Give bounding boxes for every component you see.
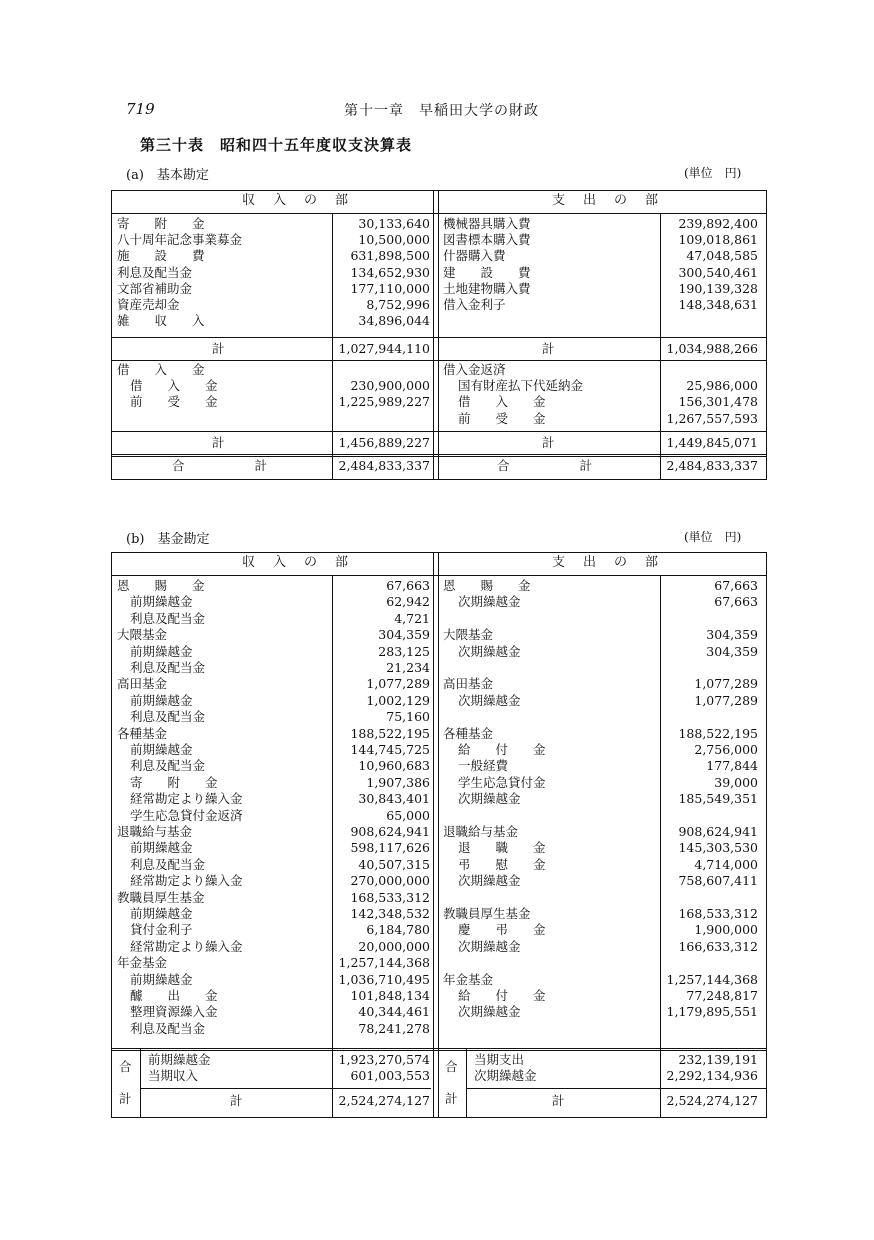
income-fund-value: 101,848,134 xyxy=(350,988,430,1003)
rule-line xyxy=(112,454,766,457)
income-borrow-value: 1,225,989,227 xyxy=(338,394,430,410)
expense-item-value: 109,018,861 xyxy=(678,232,758,248)
income-fund-label: 前期繰越金 xyxy=(130,692,193,708)
expense-fund-value: 1,077,289 xyxy=(694,692,758,708)
expense-fund-value: 67,663 xyxy=(714,594,758,610)
income-fund-value: 6,184,780 xyxy=(366,922,430,938)
income-fund-value: 1,257,144,368 xyxy=(338,955,430,971)
income-item-label: 八十周年記念事業募金 xyxy=(117,232,243,248)
income-item-label: 雑 収 入 xyxy=(117,313,205,329)
expense-fund-label: 給 付 金 xyxy=(458,742,546,757)
expense-item-value: 148,348,631 xyxy=(678,297,758,312)
expense-fund-label: 次期繰越金 xyxy=(458,594,521,610)
income-fund-value: 75,160 xyxy=(386,709,430,725)
expense-fund-value: 304,359 xyxy=(706,643,758,659)
expense-fund-value: 39,000 xyxy=(714,774,758,790)
column-line xyxy=(466,1048,467,1117)
expense-fund-label: 大隈基金 xyxy=(443,627,494,643)
expense-borrow-subtotal: 1,449,845,071 xyxy=(666,435,758,450)
expense-borrow-value: 25,986,000 xyxy=(686,378,758,394)
expense-summary-value: 2,292,134,936 xyxy=(666,1068,758,1083)
expense-fund-label: 次期繰越金 xyxy=(458,643,521,659)
expense-total: 2,484,833,337 xyxy=(666,458,758,473)
expense-fund-label: 恩 賜 金 xyxy=(443,578,531,593)
income-total: 2,524,274,127 xyxy=(338,1093,430,1108)
column-line xyxy=(433,553,434,1117)
income-fund-value: 188,522,195 xyxy=(350,725,430,741)
income-subtotal: 1,027,944,110 xyxy=(338,341,430,356)
income-summary-value: 1,923,270,574 xyxy=(338,1052,430,1067)
subtotal-label: 計 xyxy=(212,435,225,450)
expense-fund-label: 次期繰越金 xyxy=(458,692,521,708)
income-fund-label: 利息及配当金 xyxy=(130,1020,206,1036)
income-fund-value: 1,907,386 xyxy=(366,774,430,790)
column-line xyxy=(433,191,434,479)
income-fund-label: 利息及配当金 xyxy=(130,758,206,774)
income-item-value: 177,110,000 xyxy=(350,280,430,296)
total-label: 計 xyxy=(552,1093,565,1108)
income-item-label: 寄 附 金 xyxy=(117,216,205,231)
expense-fund-label: 慶 弔 金 xyxy=(458,922,546,938)
total-label: 計 xyxy=(230,1093,243,1108)
expense-summary-value: 232,139,191 xyxy=(678,1052,758,1067)
goukei-char: 合 xyxy=(445,1059,458,1074)
expense-item-value: 47,048,585 xyxy=(686,248,758,264)
expense-borrow-label: 借入金返済 xyxy=(443,362,506,377)
income-fund-label: 学生応急貸付金返済 xyxy=(130,807,243,823)
expense-item-label: 機械器具購入費 xyxy=(443,216,531,231)
fund-account-table xyxy=(111,552,767,1118)
income-summary-label: 当期収入 xyxy=(148,1068,199,1083)
rule-line xyxy=(140,1088,431,1089)
income-fund-label: 利息及配当金 xyxy=(130,709,206,725)
subtotal-label: 計 xyxy=(542,435,555,450)
expense-fund-value: 67,663 xyxy=(714,578,758,593)
income-fund-label: 利息及配当金 xyxy=(130,856,206,872)
income-borrow-label: 借 入 金 xyxy=(130,378,218,394)
subtotal-label: 計 xyxy=(542,341,555,356)
income-fund-label: 経常勘定より繰入金 xyxy=(130,791,243,807)
total-label: 合計 xyxy=(172,458,338,473)
income-fund-value: 304,359 xyxy=(378,627,430,643)
income-fund-value: 21,234 xyxy=(386,660,430,675)
expense-fund-label: 教職員厚生基金 xyxy=(443,906,531,921)
income-item-label: 文部省補助金 xyxy=(117,280,193,296)
expense-item-value: 190,139,328 xyxy=(678,280,758,296)
expense-fund-value: 1,077,289 xyxy=(694,676,758,692)
section-b-unit: (単位 円) xyxy=(684,530,742,544)
income-fund-value: 67,663 xyxy=(386,578,430,593)
expense-subtotal: 1,034,988,266 xyxy=(666,341,758,356)
income-fund-label: 利息及配当金 xyxy=(130,660,206,675)
income-fund-label: 前期繰越金 xyxy=(130,840,193,856)
rule-line xyxy=(112,1048,766,1051)
income-fund-value: 65,000 xyxy=(386,807,430,823)
income-fund-label: 高田基金 xyxy=(117,676,168,692)
expense-fund-value: 4,714,000 xyxy=(694,856,758,872)
income-fund-label: 前期繰越金 xyxy=(130,742,193,757)
income-borrow-label: 前 受 金 xyxy=(130,394,218,410)
expense-summary-label: 次期繰越金 xyxy=(474,1068,537,1083)
income-fund-value: 40,507,315 xyxy=(358,856,430,872)
expense-item-label: 土地建物購入費 xyxy=(443,280,531,296)
income-fund-value: 62,942 xyxy=(386,594,430,610)
expense-fund-value: 145,303,530 xyxy=(678,840,758,856)
income-item-label: 利息及配当金 xyxy=(117,264,193,280)
income-fund-value: 142,348,532 xyxy=(350,906,430,921)
chapter-title: 第十一章 早稲田大学の財政 xyxy=(344,103,539,119)
expense-fund-label: 退職給与基金 xyxy=(443,824,519,839)
basic-account-table xyxy=(111,190,767,480)
rule-line xyxy=(112,213,766,214)
expense-fund-value: 908,624,941 xyxy=(678,824,758,839)
expense-fund-label: 次期繰越金 xyxy=(458,873,521,889)
income-fund-label: 整理資源繰入金 xyxy=(130,1004,218,1020)
income-fund-value: 40,344,461 xyxy=(358,1004,430,1020)
expense-item-label: 借入金利子 xyxy=(443,297,506,312)
subtotal-label: 計 xyxy=(212,341,225,356)
rule-line xyxy=(112,431,766,432)
income-header: 収入の部 xyxy=(242,193,367,208)
income-fund-label: 大隈基金 xyxy=(117,627,168,643)
column-line xyxy=(438,191,439,479)
income-fund-value: 1,002,129 xyxy=(366,692,430,708)
income-item-value: 34,896,044 xyxy=(358,313,430,329)
section-b-label: (b) 基金勘定 xyxy=(126,532,210,547)
rule-line xyxy=(112,360,766,361)
income-item-value: 30,133,640 xyxy=(358,216,430,231)
income-fund-value: 78,241,278 xyxy=(358,1020,430,1036)
column-line xyxy=(140,1048,141,1117)
income-fund-label: 醵 出 金 xyxy=(130,988,218,1003)
expense-borrow-value: 156,301,478 xyxy=(678,394,758,410)
expense-fund-label: 給 付 金 xyxy=(458,988,546,1003)
rule-line xyxy=(112,337,766,338)
expense-borrow-label: 借 入 金 xyxy=(458,394,546,410)
expense-fund-value: 2,756,000 xyxy=(694,742,758,757)
income-fund-value: 20,000,000 xyxy=(358,938,430,954)
expense-borrow-label: 前 受 金 xyxy=(458,410,546,426)
rule-line xyxy=(466,1088,766,1089)
expense-fund-value: 1,179,895,551 xyxy=(666,1004,758,1020)
expense-fund-label: 次期繰越金 xyxy=(458,791,521,807)
expense-item-label: 建 設 費 xyxy=(443,264,531,280)
income-fund-value: 908,624,941 xyxy=(350,824,430,839)
expense-borrow-value: 1,267,557,593 xyxy=(666,410,758,426)
expense-fund-value: 1,900,000 xyxy=(694,922,758,938)
income-item-value: 631,898,500 xyxy=(350,248,430,264)
income-item-label: 資産売却金 xyxy=(117,297,180,312)
column-line xyxy=(438,553,439,1117)
income-item-label: 施 設 費 xyxy=(117,248,205,264)
income-fund-value: 10,960,683 xyxy=(358,758,430,774)
expense-header: 支出の部 xyxy=(552,193,677,208)
expense-item-label: 図書標本購入費 xyxy=(443,232,531,248)
income-total: 2,484,833,337 xyxy=(338,458,430,473)
expense-fund-label: 次期繰越金 xyxy=(458,1004,521,1020)
income-fund-label: 寄 附 金 xyxy=(130,774,218,790)
section-a-label: (a) 基本勘定 xyxy=(126,168,209,183)
expense-fund-value: 77,248,817 xyxy=(686,988,758,1003)
income-borrow-subtotal: 1,456,889,227 xyxy=(338,435,430,450)
expense-fund-value: 177,844 xyxy=(706,758,758,774)
income-summary-value: 601,003,553 xyxy=(350,1068,430,1083)
expense-fund-value: 168,533,312 xyxy=(678,906,758,921)
income-fund-value: 30,843,401 xyxy=(358,791,430,807)
expense-header: 支出の部 xyxy=(552,555,677,570)
goukei-char: 計 xyxy=(445,1091,458,1106)
income-fund-value: 144,745,725 xyxy=(350,742,430,757)
expense-fund-label: 一般経費 xyxy=(458,758,509,774)
expense-item-label: 什器購入費 xyxy=(443,248,506,264)
income-borrow-label: 借 入 金 xyxy=(117,362,205,377)
income-fund-label: 年金基金 xyxy=(117,955,168,971)
income-fund-label: 恩 賜 金 xyxy=(117,578,205,593)
income-fund-label: 経常勘定より繰入金 xyxy=(130,873,243,889)
expense-item-value: 300,540,461 xyxy=(678,264,758,280)
income-fund-value: 270,000,000 xyxy=(350,873,430,889)
income-summary-label: 前期繰越金 xyxy=(148,1052,211,1067)
expense-fund-label: 弔 慰 金 xyxy=(458,856,546,872)
income-fund-value: 598,117,626 xyxy=(350,840,430,856)
expense-fund-label: 年金基金 xyxy=(443,971,494,987)
income-fund-label: 前期繰越金 xyxy=(130,594,193,610)
expense-fund-label: 退 職 金 xyxy=(458,840,546,856)
income-header: 収入の部 xyxy=(242,555,367,570)
income-fund-value: 283,125 xyxy=(378,643,430,659)
income-fund-label: 各種基金 xyxy=(117,725,168,741)
income-fund-value: 4,721 xyxy=(394,610,430,626)
rule-line xyxy=(112,575,766,576)
expense-summary-label: 当期支出 xyxy=(474,1052,525,1067)
expense-fund-value: 304,359 xyxy=(706,627,758,643)
income-borrow-value: 230,900,000 xyxy=(350,378,430,394)
expense-total: 2,524,274,127 xyxy=(666,1093,758,1108)
income-fund-label: 退職給与基金 xyxy=(117,824,193,839)
income-fund-label: 前期繰越金 xyxy=(130,906,193,921)
expense-item-value: 239,892,400 xyxy=(678,216,758,231)
expense-fund-label: 高田基金 xyxy=(443,676,494,692)
goukei-char: 合 xyxy=(119,1059,132,1074)
income-item-value: 8,752,996 xyxy=(366,297,430,312)
expense-fund-label: 学生応急貸付金 xyxy=(458,774,546,790)
page-number: 719 xyxy=(126,100,155,118)
section-a-unit: (単位 円) xyxy=(684,166,742,180)
income-fund-label: 前期繰越金 xyxy=(130,643,193,659)
expense-fund-label: 各種基金 xyxy=(443,725,494,741)
expense-fund-value: 758,607,411 xyxy=(678,873,758,889)
income-fund-value: 168,533,312 xyxy=(350,889,430,905)
expense-fund-label: 次期繰越金 xyxy=(458,938,521,954)
income-item-value: 134,652,930 xyxy=(350,264,430,280)
expense-fund-value: 166,633,312 xyxy=(678,938,758,954)
total-label: 合計 xyxy=(497,458,663,473)
income-fund-label: 教職員厚生基金 xyxy=(117,889,205,905)
table-title: 第三十表 昭和四十五年度収支決算表 xyxy=(140,136,413,154)
expense-fund-value: 188,522,195 xyxy=(678,725,758,741)
expense-fund-value: 1,257,144,368 xyxy=(666,971,758,987)
income-fund-label: 貸付金利子 xyxy=(130,922,193,938)
goukei-char: 計 xyxy=(119,1091,132,1106)
income-fund-value: 1,077,289 xyxy=(366,676,430,692)
expense-fund-value: 185,549,351 xyxy=(678,791,758,807)
expense-borrow-label: 国有財産払下代延納金 xyxy=(458,378,584,394)
income-fund-label: 経常勘定より繰入金 xyxy=(130,938,243,954)
income-item-value: 10,500,000 xyxy=(358,232,430,248)
income-fund-label: 前期繰越金 xyxy=(130,971,193,987)
income-fund-value: 1,036,710,495 xyxy=(338,971,430,987)
income-fund-label: 利息及配当金 xyxy=(130,610,206,626)
